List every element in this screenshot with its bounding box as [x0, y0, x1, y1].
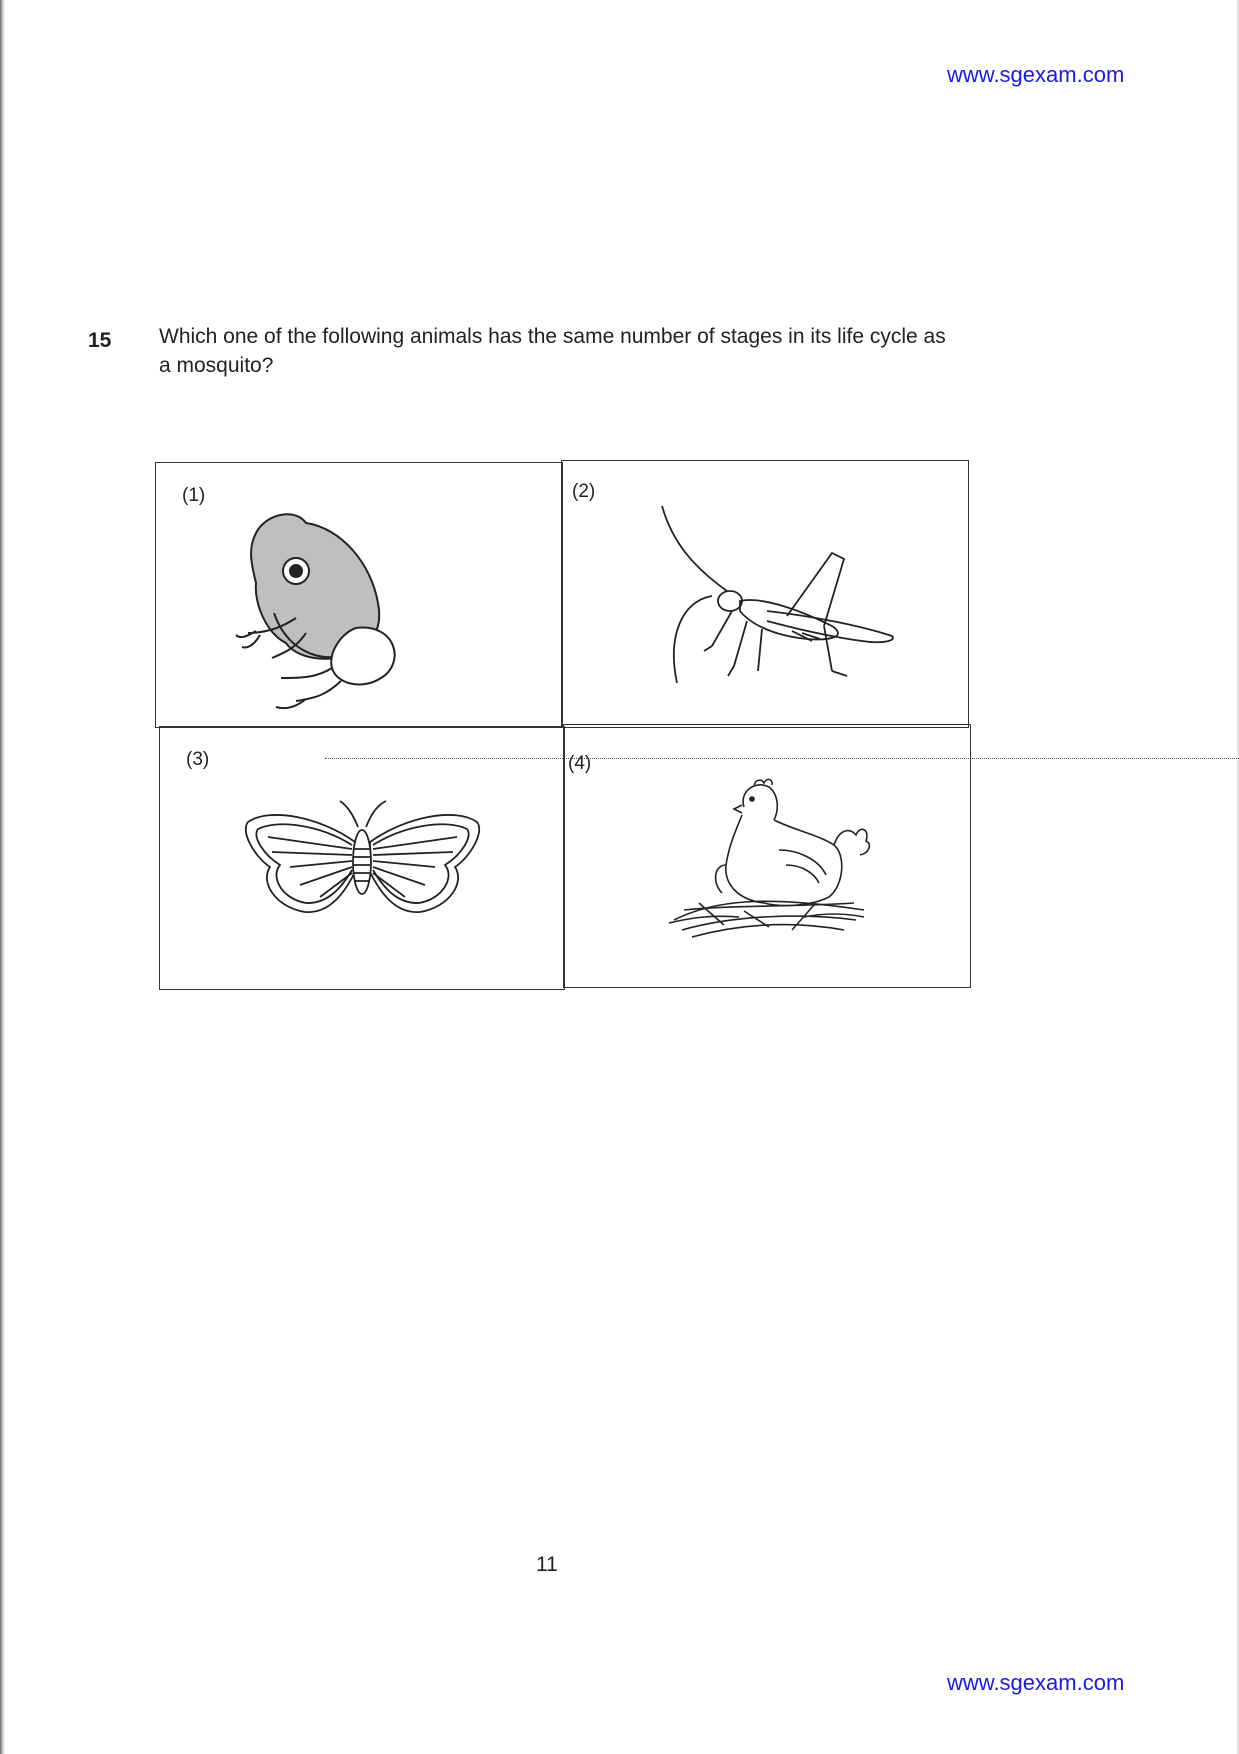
grasshopper-icon: [562, 461, 970, 729]
question-number: 15: [88, 329, 112, 352]
option-2-label: (2): [572, 481, 596, 502]
frog-icon: [156, 463, 564, 729]
options-grid: [155, 460, 971, 990]
option-4-label: (4): [568, 753, 592, 774]
page-number: 11: [536, 1553, 558, 1576]
hen-icon: [564, 725, 972, 989]
scan-dotted-line: [325, 758, 1239, 759]
option-4[interactable]: [563, 724, 971, 988]
option-3-label: (3): [186, 749, 210, 770]
option-2[interactable]: [561, 460, 969, 728]
option-1[interactable]: [155, 462, 563, 728]
butterfly-icon: [160, 727, 566, 991]
header-site-link[interactable]: www.sgexam.com: [947, 62, 1125, 87]
footer-site-link[interactable]: www.sgexam.com: [947, 1670, 1125, 1695]
question-text: Which one of the following animals has the same number of stages in its life cycle as a mosquito?: [159, 325, 946, 377]
option-3[interactable]: [159, 726, 565, 990]
option-1-label: (1): [182, 485, 206, 506]
scan-edge-left: [0, 0, 5, 1754]
